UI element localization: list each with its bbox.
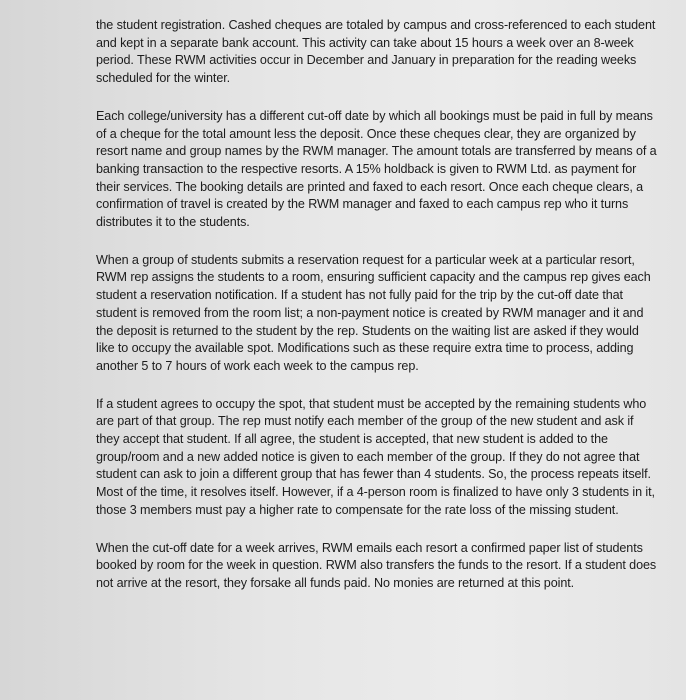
paragraph-confirmation: When the cut-off date for a week arrives, RWM emails each resort a confirmed paper list of students booked by room for the week in question. RWM also transfers the funds to the resort. If a student does not arrive at the resort, they forsake all funds paid. No monies are returned at this point. [96, 540, 657, 590]
document-body [96, 17, 658, 613]
paragraph-cutoff-payment: Each college/university has a different cut-off date by which all bookings must be paid in full by means of a cheque for the total amount less the deposit. Once these cheques clear, they are organized by resort name and group names by the RWM manager. The amount totals are transferred by means of a banking transaction to the respective resorts. A 15% holdback is given to RWM Ltd. as payment for their services. The booking details are printed and faxed to each resort. Once each cheque clears, a confirmation of travel is created by the RWM manager and faxed to each campus rep who it turns distributes it to the students. [96, 108, 657, 230]
paragraph-reservation: When a group of students submits a reservation request for a particular week at a particular resort, RWM rep assigns the students to a room, ensuring sufficient capacity and the campus rep gives each student a reservation notification. If a student has not fully paid for the trip by the cut-off date that student is removed from the room list; a non-payment notice is created by RWM manager and it and the deposit is returned to the student by the rep. Students on the waiting list are asked if they would like to occupy the available spot. Modifications such as these require extra time to process, adding another 5 to 7 hours of work each week to the campus rep. [96, 252, 651, 373]
paragraph-waiting-list: If a student agrees to occupy the spot, that student must be accepted by the remaining students who are part of that group. The rep must notify each member of the group of the new student and ask if they accept that student. If all agree, the student is accepted, that new student is added to the group/room and a new added notice is given to each member of the group. If they do not agree that student can ask to join a different group that has fewer than 4 students. So, the process repeats itself. Most of the time, it resolves itself. However, if a 4-person room is finalized to have only 3 students in it, those 3 members must pay a higher rate to compensate for the rate loss of the missing student. [96, 396, 655, 517]
paragraph-registration: the student registration. Cashed cheques are totaled by campus and cross-referenced to each student and kept in a separate bank account. This activity can take about 15 hours a week over an 8-week period. These RWM activities occur in December and January in preparation for the reading weeks scheduled for the winter. [96, 18, 656, 86]
